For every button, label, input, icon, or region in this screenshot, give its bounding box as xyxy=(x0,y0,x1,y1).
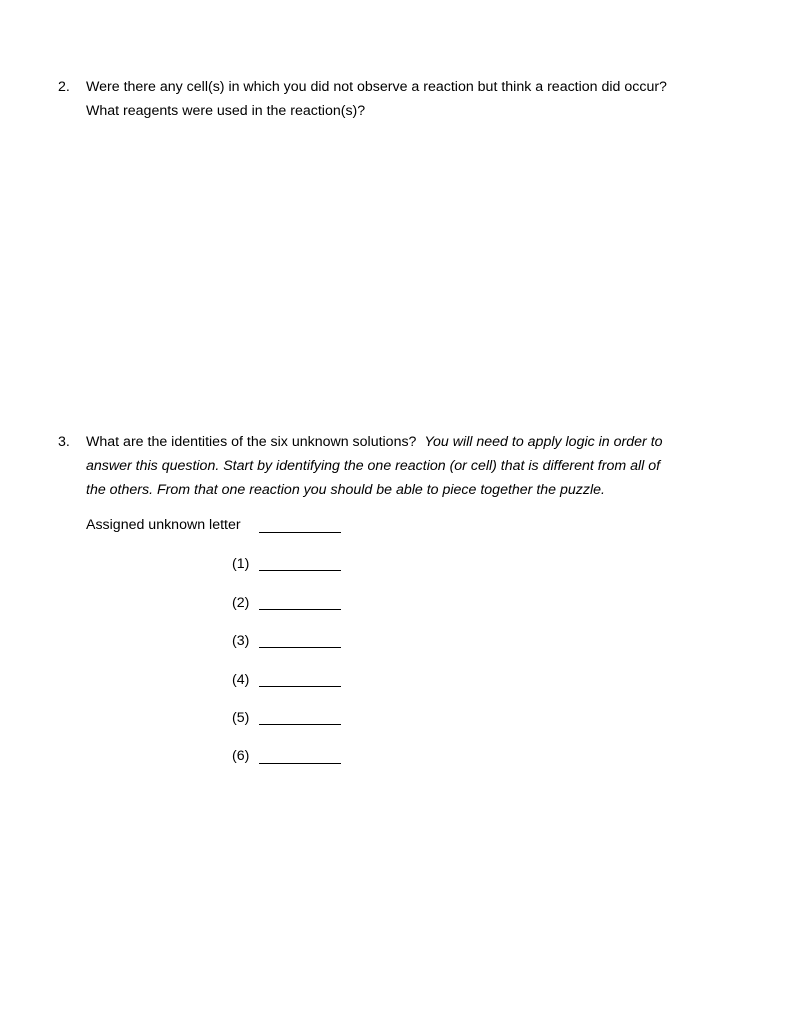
unknown-label-2: (2) xyxy=(232,595,250,611)
question-3-instruction-start: You will need to apply logic in order to xyxy=(424,434,663,450)
unknown-label-6: (6) xyxy=(232,748,250,764)
unknown-blank-5[interactable] xyxy=(259,724,341,725)
unknown-blank-4[interactable] xyxy=(259,686,341,687)
question-2-line-2: What reagents were used in the reaction(s)? xyxy=(86,103,366,119)
question-3-line-3: the others. From that one reaction you should be able to piece together the puzzle. xyxy=(86,482,605,498)
assigned-unknown-blank[interactable] xyxy=(259,532,341,533)
question-3-line-2: answer this question. Start by identifying the one reaction (or cell) that is different from all of xyxy=(86,458,661,474)
question-3-text xyxy=(86,430,726,502)
unknown-blank-6[interactable] xyxy=(259,763,341,764)
question-2-text xyxy=(86,75,726,123)
unknown-label-3: (3) xyxy=(232,633,250,649)
unknown-label-1: (1) xyxy=(232,556,250,572)
question-3-number: 3. xyxy=(58,434,70,450)
unknown-label-5: (5) xyxy=(232,710,250,726)
unknown-blank-3[interactable] xyxy=(259,647,341,648)
question-3-prompt: What are the identities of the six unknown solutions? xyxy=(86,434,417,450)
assigned-unknown-label: Assigned unknown letter xyxy=(86,517,241,533)
unknown-blank-1[interactable] xyxy=(259,570,341,571)
unknown-blank-2[interactable] xyxy=(259,609,341,610)
question-2-line-1: Were there any cell(s) in which you did not observe a reaction but think a reaction did occur? xyxy=(86,79,667,95)
question-3-line-1 xyxy=(86,430,726,454)
question-2-number: 2. xyxy=(58,79,70,95)
unknown-label-4: (4) xyxy=(232,672,250,688)
